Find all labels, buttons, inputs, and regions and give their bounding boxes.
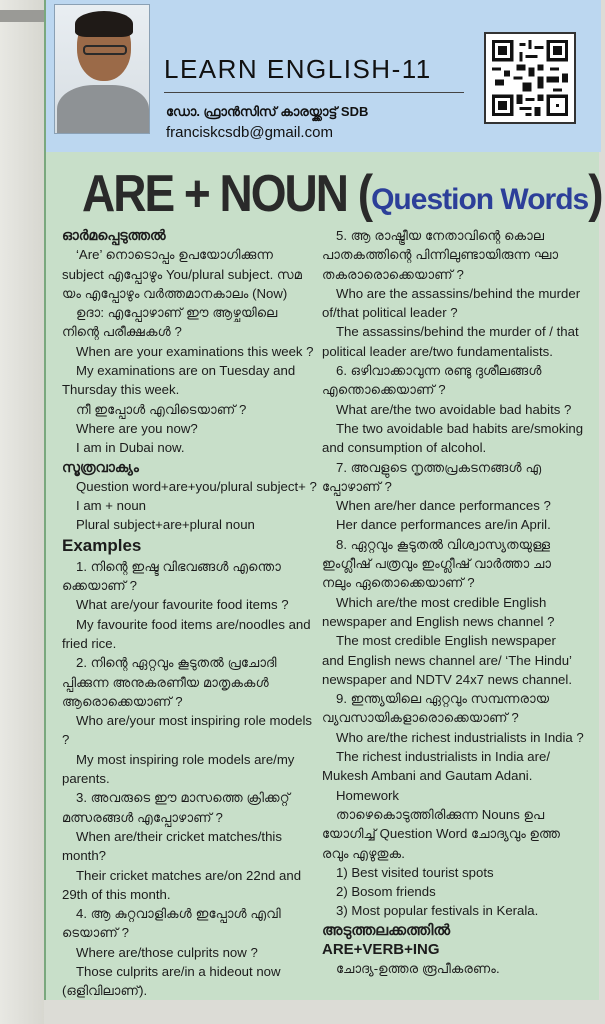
text-line: My examinations are on Tuesday and [76,363,296,379]
series-title: LEARN ENGLISH-11 [164,54,432,84]
text-line: 1) Best visited tourist spots [336,864,494,880]
text-line: 3) Most popular festivals in Kerala. [336,903,539,919]
text-line: (ഒളിവിലാണ്). [62,983,148,999]
text-line: Who are/the richest industrialists in India ? [336,729,584,745]
article-title [82,163,602,223]
text-line: യം എപ്പോഴും വർത്തമാനകാലം (Now) [62,285,288,301]
text-line: I am in Dubai now. [76,440,185,456]
text-line: ഇംഗ്ലീഷ് പത്രവും ഇംഗ്ലീഷ് വാർത്താ ചാ [322,556,552,572]
text-line: Homework [336,787,400,803]
text-line: The two avoidable bad habits are/smoking [336,420,584,436]
left-column [62,226,318,1001]
text-line: My favourite food items are/noodles and [76,616,311,632]
text-line: പാതകത്തിന്റെ പിന്നിലുണ്ടായിരുന്ന ഘാ [322,247,559,263]
author-photo-glasses [83,45,127,55]
text-line: Those culprits are/in a hideout now [76,963,281,979]
text-line: നിന്റെ പരീക്ഷകൾ ? [62,324,182,340]
text-line: വ്യവസായികളാരൊക്കെയാണ് ? [322,710,519,726]
text-line: 3. അവരുടെ ഈ മാസത്തെ ക്രിക്കറ്റ് [76,790,290,806]
text-line: പ്പോഴാണ് ? [322,478,392,494]
text-line: Where are you now? [76,420,198,436]
text-line: The assassins/behind the murder of / that [336,324,579,340]
article-header [46,0,601,152]
text-line: When are/their cricket matches/this [76,828,282,844]
article-title-close: ) [588,163,602,223]
section-heading: ഓർമപ്പെടുത്തൽ [62,227,166,243]
text-line: 8. ഏറ്റവും കൂടുതൽ വിശ്വാസ്യതയുള്ള [336,536,551,552]
qr-code-graphic [492,40,568,116]
next-issue-heading: അടുത്തലക്കത്തിൽ [322,921,451,939]
text-line: Their cricket matches are/on 22nd and [76,867,302,883]
text-line: 4. ആ കുറ്റവാളികൾ ഇപ്പോൾ എവി [76,906,281,922]
text-line: തകരാരൊക്കെയാണ് ? [322,266,464,282]
text-line: parents. [62,771,110,787]
text-line: ‘Are’ നൊടൊപ്പം ഉപയോഗിക്കുന്ന [76,247,274,263]
text-line: The most credible English newspaper [336,633,556,649]
adjacent-page-tab [0,10,44,22]
text-line: രവും എഴുതുക. [322,845,405,861]
text-line: Question word+are+you/plural subject+ ? [76,478,317,494]
text-line: ക്കെയാണ് ? [62,578,137,594]
text-line: യോഗിച്ച് Question Word ചോദ്യവും ഉത്ത [322,826,561,842]
text-line: 2) Bosom friends [336,884,436,900]
qr-code [484,32,576,124]
text-line: When are/her dance performances ? [336,498,551,514]
right-column [322,226,594,979]
text-line: fried rice. [62,635,117,651]
text-line: The richest industrialists in India are/ [336,749,551,765]
author-photo-hair [75,11,133,37]
text-line: 1. നിന്റെ ഇഷ്ട വിഭവങ്ങൾ എന്തൊ [76,558,281,574]
text-line: newspaper and NDTV 24x7 news channel. [322,671,572,687]
text-line: ആരൊക്കെയാണ് ? [62,693,183,709]
author-byline: ഡോ. ഫ്രാൻസിസ് കാരയ്ക്കാട്ട് SDB [166,104,369,119]
text-line: newspaper and English news channel ? [322,613,555,629]
text-line: My most inspiring role models are/my [76,751,295,767]
text-line: 5. ആ രാഷ്ട്രീയ നേതാവിന്റെ കൊല [336,228,545,243]
text-line: Who are the assassins/behind the murder [336,285,581,301]
text-line: പ്പിക്കുന്ന അനുകരണീയ മാതൃകകൾ [62,674,269,690]
text-line: ഉദാ: എപ്പോഴാണ് ഈ ആഴ്ചയിലെ [76,305,278,321]
text-line: മത്സരങ്ങൾ എപ്പോഴാണ് ? [62,809,223,825]
adjacent-page-strip [0,0,44,1024]
text-line: month? [62,848,106,864]
text-line: Thursday this week. [62,382,180,398]
text-line: and English news channel are/ ‘The Hindu’ [322,652,572,668]
text-line: താഴെകൊടുത്തിരിക്കുന്ന Nouns ഉപ [336,806,545,822]
text-line: political leader are/two fundamentalists. [322,343,553,359]
text-line: നലും ഏതൊക്കെയാണ് ? [322,575,475,591]
text-line: subject എപ്പോഴും You/plural subject. സമ [62,266,303,282]
author-photo [54,4,150,134]
text-line: Plural subject+are+plural noun [76,517,255,533]
text-line: I am + noun [76,498,147,514]
text-line: നീ ഇപ്പോൾ എവിടെയാണ് ? [76,401,247,417]
text-line: 6. ഒഴിവാക്കാവുന്ന രണ്ടു ദുശീലങ്ങൾ [336,363,542,379]
text-line: and consumption of alcohol. [322,440,487,456]
text-line: Mukesh Ambani and Gautam Adani. [322,768,533,784]
text-line: 29th of this month. [62,886,171,902]
text-line: 7. അവളുടെ നൃത്തപ്രകടനങ്ങൾ എ [336,459,542,475]
text-line: When are your examinations this week ? [76,343,314,359]
text-line: Which are/the most credible English [336,594,547,610]
text-line: What are/your favourite food items ? [76,597,289,613]
article-title-main: ARE + NOUN ( [82,163,372,223]
text-line: 9. ഇന്ത്യയിലെ ഏറ്റവും സമ്പന്നരായ [336,691,550,707]
text-line: എന്തൊക്കെയാണ് ? [322,382,446,398]
text-line: Who are/your most inspiring role models ? [62,713,313,748]
author-email: franciskcsdb@gmail.com [166,124,333,141]
examples-heading: Examples [62,535,142,555]
section-heading: സൂത്രവാക്യം [62,458,139,475]
next-issue-line: ചോദ്യ-ഉത്തര രൂപീകരണം. [336,961,500,977]
text-line: of/that political leader ? [322,305,458,321]
newspaper-article [44,0,602,1000]
text-line: Where are/those culprits now ? [76,944,258,960]
next-issue-heading: ARE+VERB+ING [322,940,440,958]
text-line: 2. നിന്റെ ഏറ്റവും കൂടുതൽ പ്രചോദി [76,655,277,671]
byline-rule [164,92,464,93]
author-photo-shirt [57,85,149,134]
text-line: What are/the two avoidable bad habits ? [336,401,572,417]
text-line: ടെയാണ് ? [62,925,130,941]
text-line: Her dance performances are/in April. [336,517,551,533]
article-title-sub: Question Words [371,183,589,216]
